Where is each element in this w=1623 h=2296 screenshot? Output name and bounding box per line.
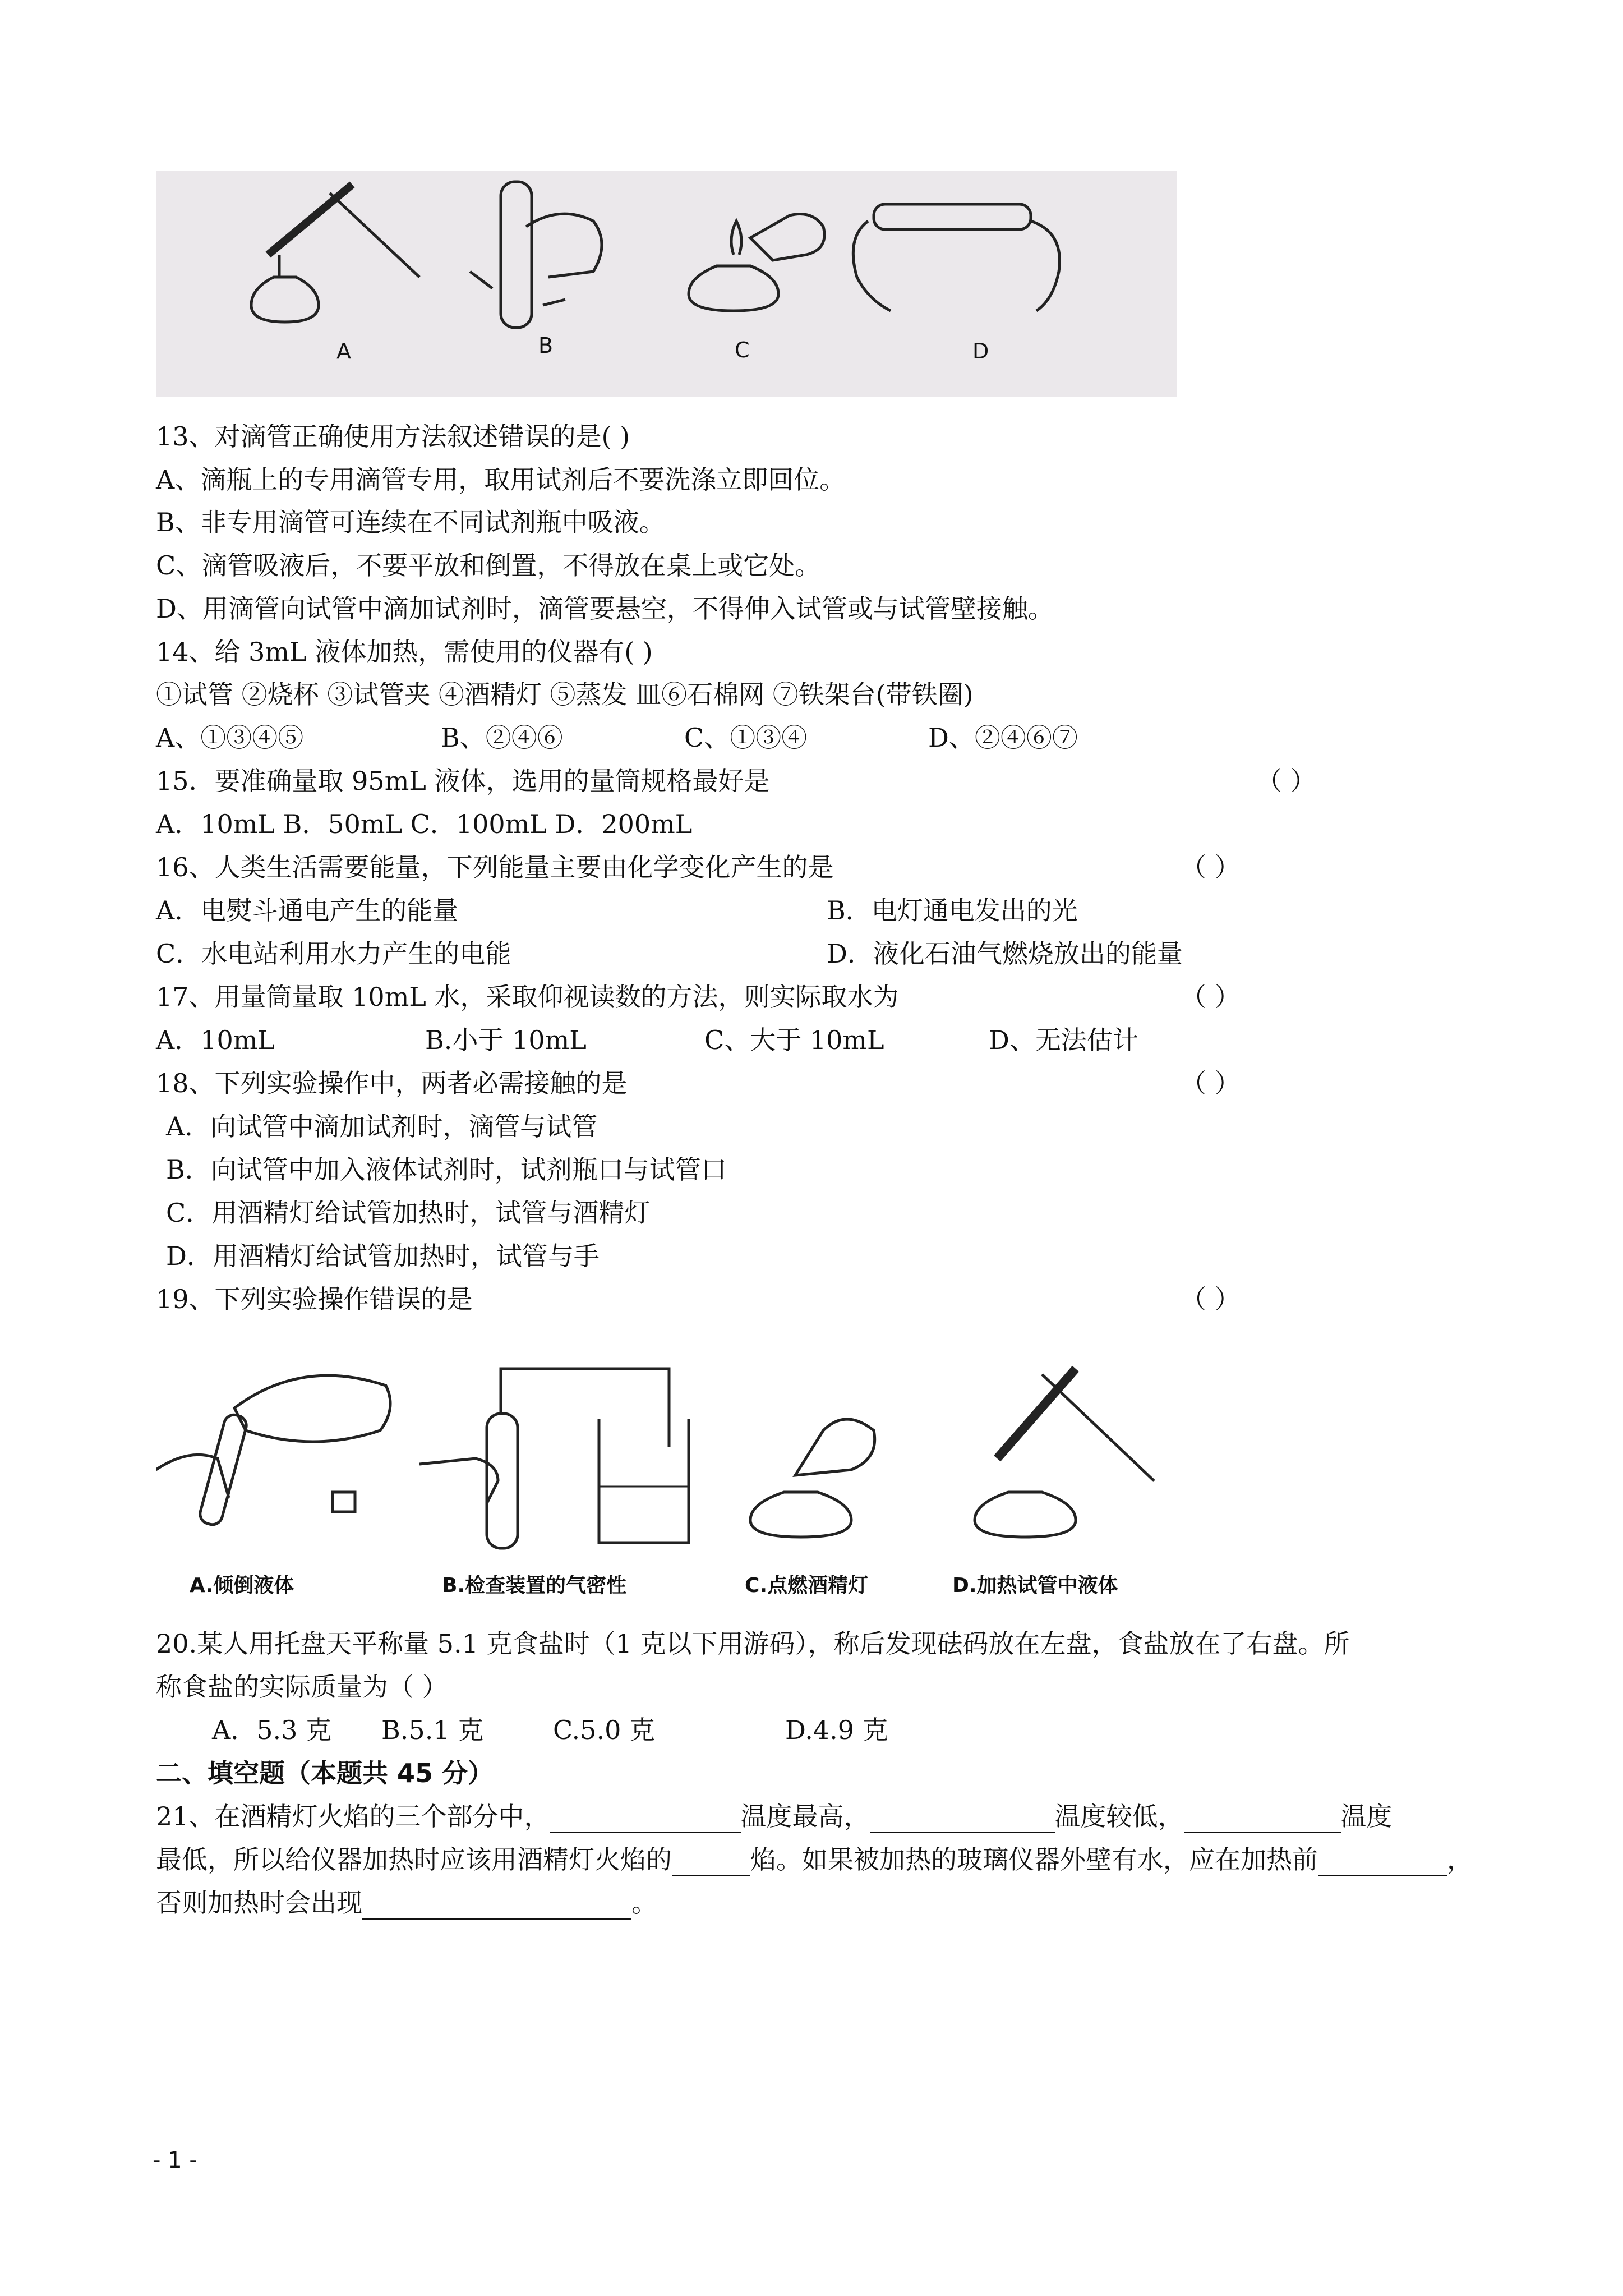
q21-text-5: 最低，所以给仪器加热时应该用酒精灯火焰的 — [156, 1844, 672, 1875]
q17-option-b: B.小于 10mL — [425, 1025, 587, 1055]
q13-option-a: A、滴瓶上的专用滴管专用，取用试剂后不要洗涤立即回位。 — [156, 464, 846, 495]
q20-option-d: D.4.9 克 — [785, 1715, 888, 1745]
q20-line1: 20.某人用托盘天平称量 5.1 克食盐时（1 克以下用游码），称后发现砝码放在左盘，食盐放在了右盘。所 — [156, 1628, 1350, 1659]
q16-option-b: B．电灯通电发出的光 — [827, 895, 1078, 926]
q18-option-d: D．用酒精灯给试管加热时，试管与手 — [166, 1241, 600, 1271]
q17-option-d: D、无法估计 — [989, 1025, 1138, 1055]
q16-stem: 16、人类生活需要能量，下列能量主要由化学变化产生的是 — [156, 852, 834, 882]
q20-option-b: B.5.1 克 — [381, 1715, 484, 1745]
heating-illustrations — [156, 171, 1177, 397]
figure1-label-a: A — [336, 339, 351, 364]
lab-operation-illustrations — [156, 1346, 1193, 1559]
q21-blank-consequence[interactable] — [362, 1891, 631, 1920]
q19-caption-c: C.点燃酒精灯 — [745, 1574, 869, 1597]
q20-line2: 称食盐的实际质量为（ ） — [156, 1672, 448, 1702]
q17-stem: 17、用量筒量取 10mL 水，采取仰视读数的方法，则实际取水为 — [156, 982, 899, 1012]
q18-option-c: C．用酒精灯给试管加热时，试管与酒精灯 — [166, 1198, 651, 1228]
q21-text-2: 温度最高， — [740, 1801, 870, 1832]
alcohol-lamp-c — [689, 266, 778, 311]
q21-line1 — [156, 1800, 1393, 1833]
figure1-label-c: C — [735, 338, 750, 362]
q17-answer-paren: （ ） — [1181, 982, 1241, 1012]
q16-option-d: D．液化石油气燃烧放出的能量 — [827, 938, 1183, 969]
q15-options: A．10mL B．50mL C．100mL D．200mL — [156, 809, 693, 839]
q21-text-9: 。 — [631, 1888, 657, 1918]
q15-answer-paren: （ ） — [1256, 766, 1316, 796]
q21-text-3: 温度较低， — [1054, 1801, 1184, 1832]
q18-option-a: A．向试管中滴加试剂时，滴管与试管 — [166, 1111, 598, 1142]
q21-blank-lowest[interactable] — [1184, 1805, 1341, 1833]
q13-option-d: D、用滴管向试管中滴加试剂时，滴管要悬空，不得伸入试管或与试管壁接触。 — [156, 593, 1054, 624]
q21-text-6: 焰。如果被加热的玻璃仪器外壁有水，应在加热前 — [750, 1844, 1318, 1875]
q21-blank-lower[interactable] — [870, 1805, 1055, 1833]
q15-stem: 15．要准确量取 95mL 液体，选用的量筒规格最好是 — [156, 766, 770, 796]
q21-blank-flame-part[interactable] — [672, 1848, 750, 1876]
test-tube-b — [501, 182, 532, 328]
section-2-heading: 二、填空题（本题共 45 分） — [156, 1758, 494, 1788]
q19-caption-a: A.倾倒液体 — [190, 1574, 294, 1597]
q19-caption-d: D.加热试管中液体 — [952, 1574, 1118, 1597]
q19-answer-paren: （ ） — [1181, 1284, 1241, 1314]
q19-caption-b: B.检查装置的气密性 — [442, 1574, 627, 1597]
q14-option-b: B、②④⑥ — [441, 723, 563, 753]
q16-answer-paren: （ ） — [1181, 852, 1241, 882]
figure-lab-operations — [156, 1346, 1193, 1604]
figure1-label-b: B — [538, 333, 554, 358]
q21-line3 — [156, 1886, 657, 1920]
q14-option-c: C、①③④ — [684, 723, 808, 753]
q16-option-c: C．水电站利用水力产生的电能 — [156, 938, 511, 969]
q14-option-d: D、②④⑥⑦ — [928, 723, 1078, 753]
figure1-label-d: D — [972, 339, 989, 364]
q21-blank-hottest[interactable] — [550, 1805, 741, 1833]
q19-stem: 19、下列实验操作错误的是 — [156, 1284, 473, 1314]
q20-option-c: C.5.0 克 — [553, 1715, 655, 1745]
q21-blank-before-heating[interactable] — [1318, 1848, 1447, 1876]
q21-text-4: 温度 — [1340, 1801, 1393, 1832]
q14-stem: 14、给 3mL 液体加热，需使用的仪器有( ) — [156, 637, 653, 667]
q18-stem: 18、下列实验操作中，两者必需接触的是 — [156, 1068, 628, 1098]
q13-option-c: C、滴管吸液后，不要平放和倒置，不得放在桌上或它处。 — [156, 550, 821, 581]
q17-option-c: C、大于 10mL — [704, 1025, 884, 1055]
q16-option-a: A．电熨斗通电产生的能量 — [156, 895, 459, 926]
q20-option-a: A．5.3 克 — [212, 1715, 331, 1745]
figure-heating-operations — [156, 171, 1177, 397]
alcohol-lamp-a — [251, 277, 319, 322]
q18-answer-paren: （ ） — [1181, 1068, 1241, 1098]
q21-text-7: ， — [1447, 1844, 1473, 1875]
q14-items: ①试管 ②烧杯 ③试管夹 ④酒精灯 ⑤蒸发 皿⑥石棉网 ⑦铁架台(带铁圈) — [156, 679, 974, 710]
q18-option-b: B．向试管中加入液体试剂时，试剂瓶口与试管口 — [166, 1154, 727, 1185]
q21-text-8: 否则加热时会出现 — [156, 1888, 362, 1918]
q17-option-a: A．10mL — [156, 1025, 275, 1055]
q21-text-1: 21、在酒精灯火焰的三个部分中， — [156, 1801, 550, 1832]
q21-line2 — [156, 1843, 1473, 1876]
q13-stem: 13、对滴管正确使用方法叙述错误的是( ) — [156, 421, 630, 452]
test-tube-d — [874, 204, 1031, 229]
q14-option-a: A、①③④⑤ — [156, 723, 304, 753]
q13-option-b: B、非专用滴管可连续在不同试剂瓶中吸液。 — [156, 507, 665, 537]
page-number: - 1 - — [153, 2147, 197, 2173]
